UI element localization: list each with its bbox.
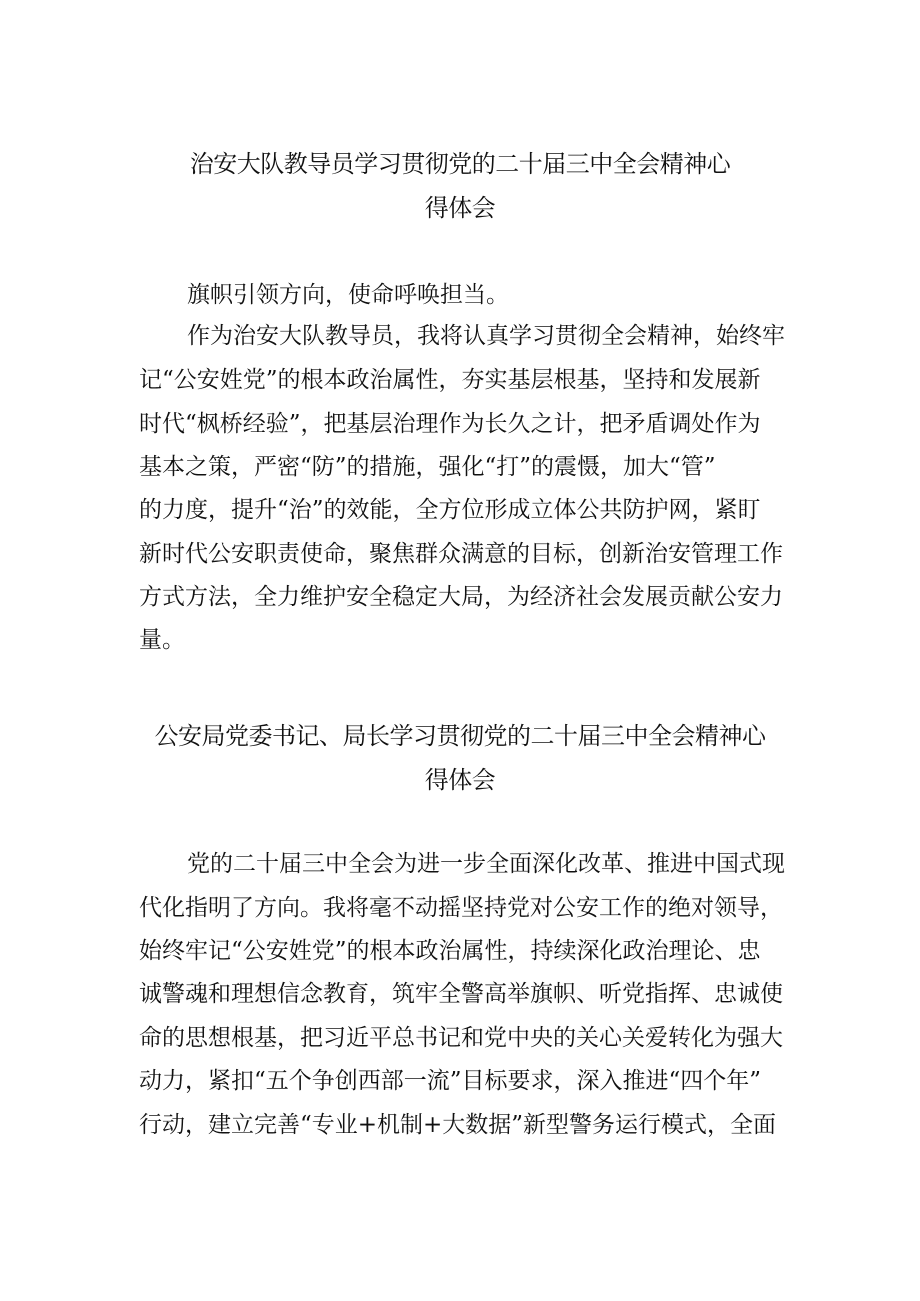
section1-title-line: 得体会 — [424, 194, 496, 222]
section1-paragraph-line: 的力度，提升“治”的效能，全方位形成立体公共防护网，紧盯 — [139, 497, 761, 523]
section2-paragraph-line: 始终牢记“公安姓党”的根本政治属性，持续深化政治理论、忠 — [139, 938, 761, 964]
section2-paragraph-line: 命的思想根基，把习近平总书记和党中央的关心关爱转化为强大 — [139, 1025, 783, 1051]
section2-title-line: 得体会 — [424, 766, 496, 794]
section2-title — [130, 714, 790, 802]
section1-paragraph-line: 旗帜引领方向，使命呼唤担当。 — [187, 282, 509, 308]
section2-paragraph-line: 动力，紧扣“五个争创西部一流”目标要求，深入推进“四个年” — [139, 1068, 762, 1094]
section1-paragraph-line: 量。 — [139, 627, 185, 653]
section1-paragraph-line: 记“公安姓党”的根本政治属性，夯实基层根基，坚持和发展新 — [139, 367, 761, 393]
section2-paragraph-line: 诚警魂和理想信念教育，筑牢全警高举旗帜、听党指挥、忠诚使 — [139, 981, 783, 1007]
section2-paragraph-line: 行动，建立完善“专业+机制+大数据”新型警务运行模式，全面 — [139, 1112, 777, 1138]
section1-paragraph-line: 作为治安大队教导员，我将认真学习贯彻全会精神，始终牢 — [187, 323, 785, 349]
section2-title-line: 公安局党委书记、局长学习贯彻党的二十届三中全会精神心 — [154, 722, 766, 750]
section1-title-line: 治安大队教导员学习贯彻党的二十届三中全会精神心 — [189, 150, 731, 178]
section1-paragraph-line: 基本之策，严密“防”的措施，强化“打”的震慑，加大“管” — [139, 454, 716, 480]
section2-paragraph-line: 党的二十届三中全会为进一步全面深化改革、推进中国式现 — [187, 851, 785, 877]
section1-paragraph-line: 新时代公安职责使命，聚焦群众满意的目标，创新治安管理工作 — [139, 541, 783, 567]
section1-paragraph-line: 时代“枫桥经验”，把基层治理作为长久之计，把矛盾调处作为 — [139, 411, 761, 437]
section1-paragraph-line: 方式方法，全力维护安全稳定大局，为经济社会发展贡献公安力 — [139, 584, 783, 610]
section2-paragraph-line: 代化指明了方向。我将毫不动摇坚持党对公安工作的绝对领导， — [139, 895, 783, 921]
section1-title — [130, 142, 790, 230]
